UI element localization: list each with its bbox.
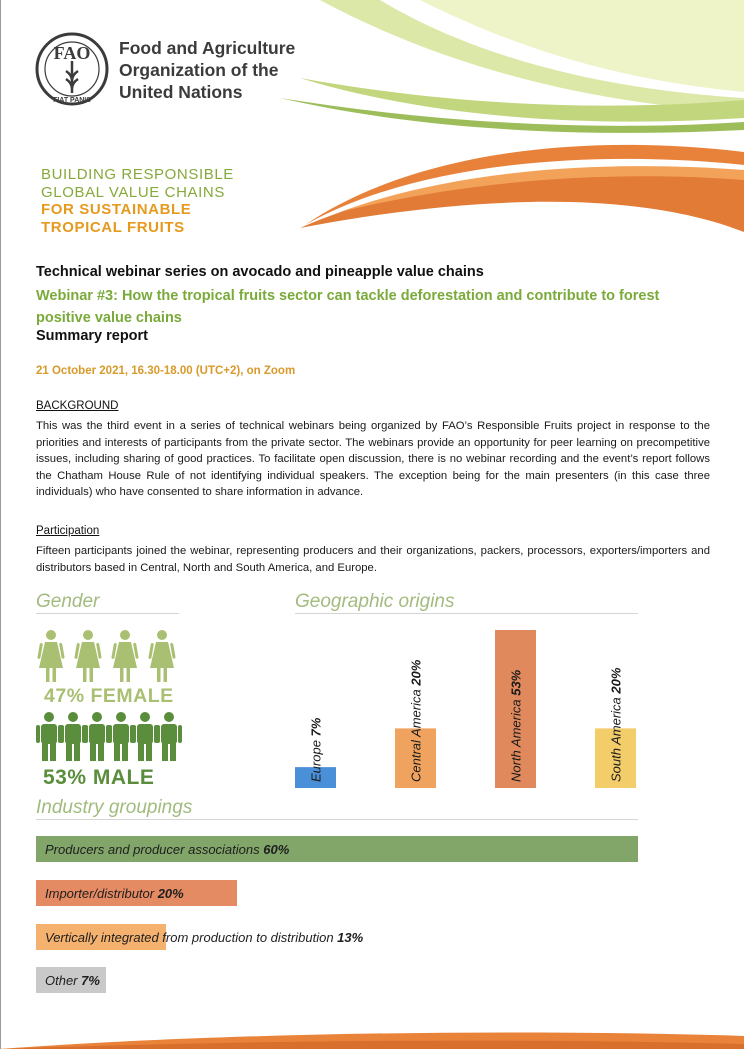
org-name-line: Organization of the	[119, 60, 279, 80]
logo-fao-text: FAO	[53, 43, 91, 63]
gender-title-rule	[36, 613, 179, 614]
industry-title-rule	[36, 819, 638, 820]
male-percentage-label: 53% MALE	[43, 766, 155, 789]
industry-bar-label	[45, 886, 184, 901]
participation-heading: Participation	[36, 525, 100, 537]
series-title: Technical webinar series on avocado and pineapple value chains	[36, 264, 484, 280]
fao-logo	[34, 31, 110, 107]
background-heading: BACKGROUND	[36, 400, 119, 412]
female-figure-icon	[37, 630, 65, 682]
geo-value-text: 20%	[408, 659, 424, 686]
male-figure-icon	[132, 712, 158, 761]
industry-chart-title: Industry groupings	[36, 797, 193, 818]
geo-chart-title: Geographic origins	[295, 591, 455, 612]
industry-category-text: Vertically integrated from production to distribution	[45, 930, 338, 945]
male-figure-icon	[156, 712, 182, 761]
event-date: 21 October 2021, 16.30-18.00 (UTC+2), on Zoom	[36, 365, 296, 377]
organization-name	[119, 37, 295, 103]
geo-category-text: South America	[608, 693, 624, 782]
geo-bar-label	[509, 669, 524, 782]
female-percentage-label: 47% FEMALE	[44, 685, 174, 707]
logo-motto: FIAT PANIS	[53, 97, 91, 104]
male-figure-icon	[36, 712, 62, 761]
male-figure-icon	[60, 712, 86, 761]
participation-text: Fifteen participants joined the webinar, representing producers and their organizations, packers, processors, exporters/importers and distributors based in Central, North and South America, and Europe.	[36, 545, 710, 574]
female-figure-icon	[148, 630, 176, 682]
industry-value-text: 20%	[157, 886, 184, 901]
male-figure-icon	[108, 712, 134, 761]
industry-bar-label	[45, 842, 289, 857]
geo-category-text: North America	[508, 695, 524, 782]
industry-bar-label	[45, 930, 363, 945]
org-name-line: United Nations	[119, 82, 243, 102]
industry-value-text: 60%	[263, 842, 290, 857]
footer-swoosh-art	[0, 1022, 744, 1049]
project-line: FOR SUSTAINABLE	[41, 201, 192, 218]
background-text: This was the third event in a series of technical webinars being organized by FAO’s Responsible Fruits project in response to the priorities and interests of participants from the private sector. The webinars provide an opportunity for peer learning on precompetitive issues, including sharing of good practices. To facilitate open discussion, there is no webinar recording and the event’s report follows the Chatham House Rule of not identifying individual speakers. The exception being for the main presenters (in this case three individuals) who have consented to share information in advance.	[36, 420, 710, 498]
project-title	[41, 166, 234, 236]
industry-value-text: 13%	[337, 930, 364, 945]
project-line: TROPICAL FRUITS	[41, 218, 185, 236]
geo-bar-label	[609, 667, 624, 782]
geo-category-text: Central America	[408, 685, 424, 782]
webinar-title: Webinar #3: How the tropical fruits sector can tackle deforestation and contribute to forest positive value chains	[36, 288, 660, 326]
geographic-origins-chart	[280, 615, 650, 795]
male-figure-icon	[84, 712, 110, 761]
geo-value-text: 7%	[308, 717, 324, 737]
project-line: GLOBAL VALUE CHAINS	[41, 183, 225, 201]
industry-category-text: Producers and producer associations	[45, 842, 264, 857]
org-name-line: Food and Agriculture	[119, 38, 296, 58]
industry-category-text: Importer/distributor	[45, 886, 158, 901]
industry-category-text: Other	[45, 973, 82, 988]
geo-value-text: 20%	[608, 667, 624, 694]
industry-value-text: 7%	[81, 973, 100, 988]
report-title: Summary report	[36, 328, 149, 344]
industry-bar-label	[45, 973, 100, 988]
female-figure-icon	[74, 630, 102, 682]
female-figure-icon	[111, 630, 139, 682]
geo-bar-label	[309, 717, 324, 782]
geo-bar-label	[409, 659, 424, 782]
geo-category-text: Europe	[308, 736, 324, 782]
geo-value-text: 53%	[508, 669, 524, 696]
geo-title-rule	[295, 613, 638, 614]
gender-chart-title: Gender	[36, 591, 100, 612]
project-line: BUILDING RESPONSIBLE	[41, 166, 234, 183]
